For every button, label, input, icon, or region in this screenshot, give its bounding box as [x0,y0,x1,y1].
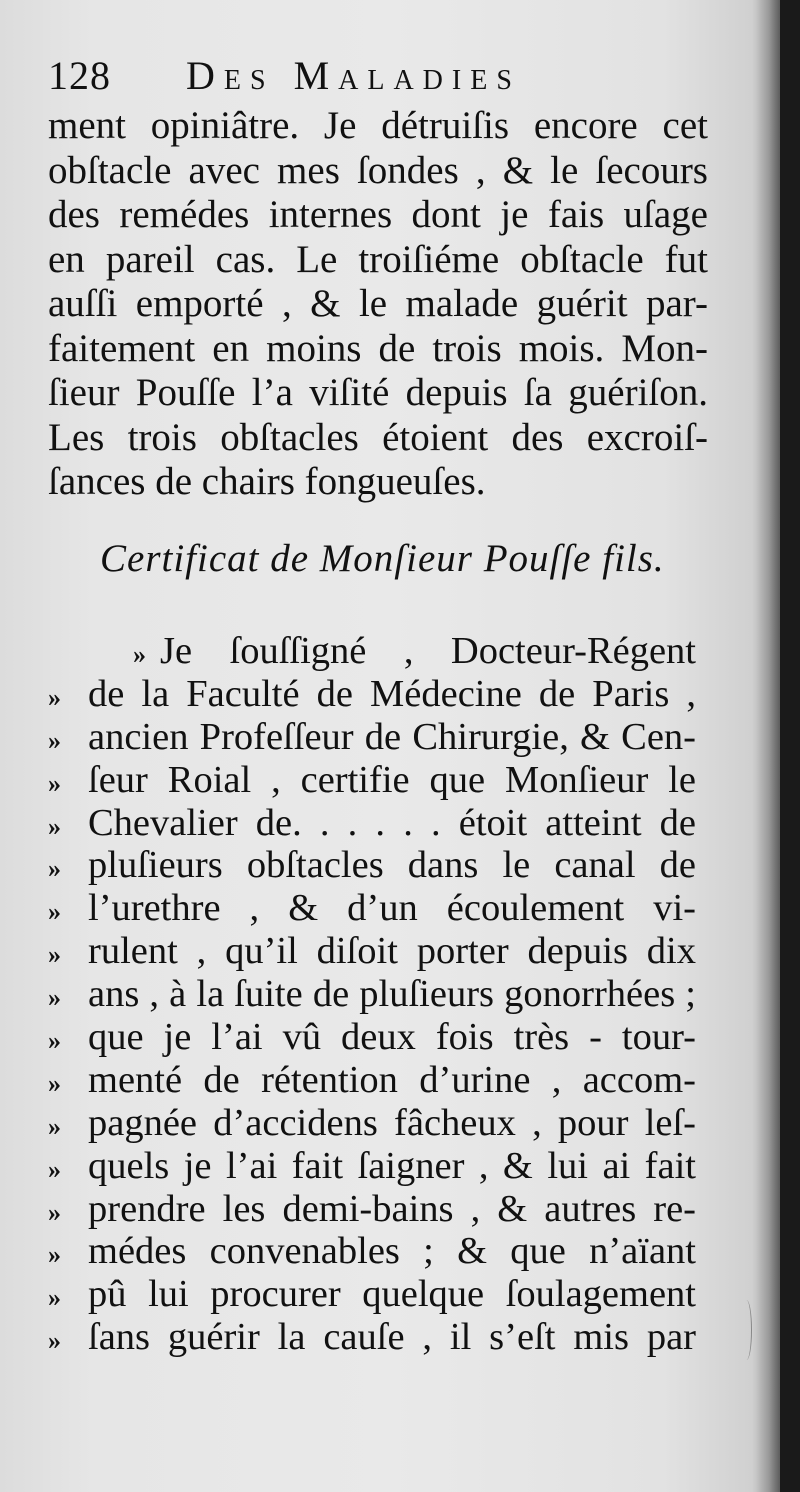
quote-line [48,1188,696,1231]
quote-text: de la Faculté de Médecine de Paris , [88,672,696,715]
quote-line [48,1316,696,1359]
quote-mark: » [48,1111,61,1141]
quote-mark: » [48,854,61,884]
quote-text: Je ſouſſigné , Docteur-Régent [160,630,696,672]
quote-line [48,802,696,845]
quote-mark: » [48,1068,61,1098]
text-line: Les trois obſtacles étoient des excroiſ- [48,415,708,459]
quote-mark: » [48,1026,61,1056]
quote-line [48,759,696,802]
quote-text: pagnée d’accidens fâcheux , pour leſ- [88,1101,696,1144]
quote-text: pû lui procurer quelque ſoulagement [88,1273,696,1316]
certificate-quote [48,630,696,1359]
quote-line [48,844,696,887]
quote-mark: » [48,1326,61,1356]
quote-line [48,973,696,1016]
text-line: faitement en moins de trois mois. Mon- [48,326,708,370]
quote-mark: » [48,1197,61,1227]
quote-text: ans , à la ſuite de pluſieurs gonorrhées ; [88,973,696,1016]
quote-line [48,673,696,716]
quote-mark: » [48,725,61,755]
text-line: auſſi emporté , & le malade guérit par- [48,282,708,325]
quote-text: quels je l’ai fait ſaigner , & lui ai fait [88,1144,696,1187]
quote-text: que je l’ai vû deux fois très - tour- [88,1016,696,1059]
quote-mark: » [48,682,61,712]
quote-line [48,1273,696,1316]
page-header [48,52,728,102]
quote-text: médes convenables ; & que n’aïant [88,1230,696,1273]
quote-mark: » [48,1240,61,1270]
text-line: en pareil cas. Le troiſiéme obſtacle fut [48,237,708,281]
quote-text: menté de rétention d’urine , accom- [88,1058,696,1101]
quote-line [48,1059,696,1102]
page-number: 128 [48,53,111,98]
text-line: ment opiniâtre. Je détruiſis encore cet [48,104,708,147]
quote-mark: » [48,940,61,970]
quote-line [48,1230,696,1273]
quote-line [48,1102,696,1145]
quote-mark: » [48,811,61,841]
quote-text: ancien Profeſſeur de Chirurgie, & Cen- [88,715,696,758]
quote-text: prendre les demi-bains , & autres re- [88,1187,696,1230]
text-line: ſances de chairs fongueuſes. [48,460,486,503]
quote-text: rulent , qu’il diſoit porter depuis dix [88,930,696,973]
quote-text: ſeur Roial , certifie que Monſieur le [88,758,696,801]
text-line: obſtacle avec mes ſondes , & le ſecours [48,148,708,192]
text-line: ſieur Pouſſe l’a viſité depuis ſa guériſon. [48,371,708,414]
quote-mark: » [133,640,146,669]
quote-line [48,1016,696,1059]
quote-mark: » [48,897,61,927]
quote-line [48,716,696,759]
quote-mark: » [48,768,61,798]
quote-line [48,1145,696,1188]
quote-line [48,887,696,930]
quote-text: l’urethre , & d’un écoulement vi- [88,887,696,930]
quote-text: Chevalier de. . . . . . étoit atteint de [88,801,696,844]
quote-mark: » [48,1154,61,1184]
running-title: Des Maladies [186,53,521,98]
margin-pencil-mark [741,1300,752,1360]
certificate-heading: Certificat de Monſieur Pouſſe fils. [100,537,665,580]
body-paragraph [48,104,708,505]
quote-text: ſans guérir la cauſe , il s’eſt mis par [88,1316,696,1359]
text-line: des remédes internes dont je fais uſage [48,193,708,236]
quote-mark: » [48,1283,61,1313]
quote-line [48,930,696,973]
quote-line [48,630,696,673]
page-edge-shadow [752,0,780,1492]
quote-mark: » [48,983,61,1013]
quote-text: pluſieurs obſtacles dans le canal de [88,844,696,887]
